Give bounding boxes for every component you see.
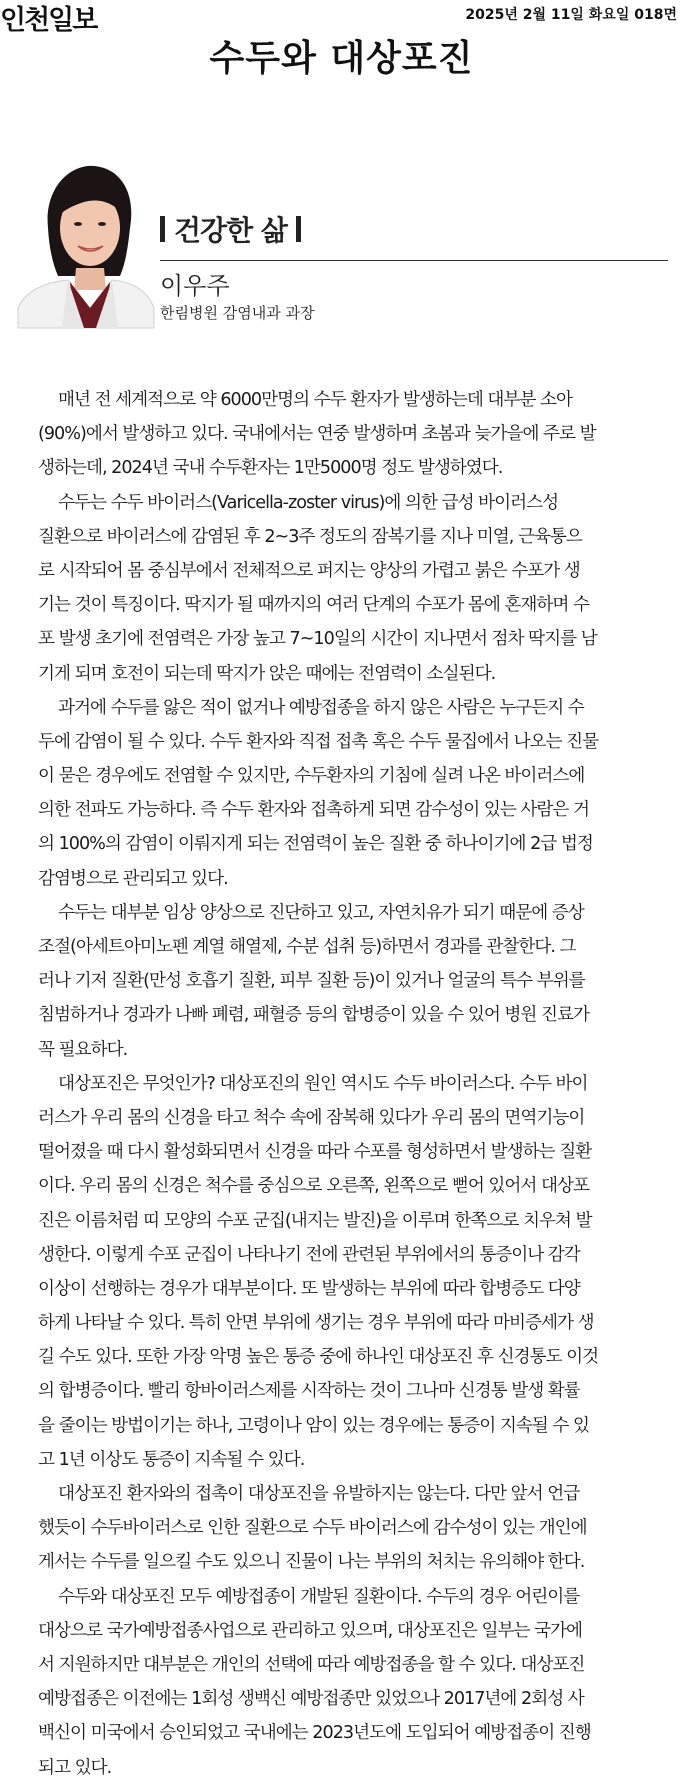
article-line: 기는 것이 특징이다. 딱지가 될 때까지의 여러 단계의 수포가 몸에 혼재하며 수 [38, 595, 589, 616]
label-bar-right [296, 216, 301, 242]
article-line: 게서는 수두를 일으킬 수도 있으니 진물이 나는 부위의 처치는 유의해야 한다. [38, 1552, 585, 1573]
article-line: 떨어졌을 때 다시 활성화되면서 신경을 따라 수포를 형성하면서 발생하는 질환 [38, 1142, 592, 1163]
article-body [38, 383, 675, 1785]
article-line: 포 발생 초기에 전염력은 가장 높고 7~10일의 시간이 지나면서 점차 딱지를 남 [38, 629, 597, 650]
article-line: 의한 전파도 가능하다. 즉 수두 환자와 접촉하게 되면 감수성이 있는 사람은 거 [38, 800, 589, 821]
article-line: 과거에 수두를 앓은 적이 없거나 예방접종을 하지 않은 사람은 누구든지 수 [58, 697, 584, 718]
author-name: 이우주 [160, 272, 230, 300]
article-line: 생한다. 이렇게 수포 군집이 나타나기 전에 관련된 부위에서의 통증이나 감각 [38, 1244, 580, 1265]
article-line: 이다. 우리 몸의 신경은 척수를 중심으로 오른쪽, 왼쪽으로 뻗어 있어서 대상포 [38, 1176, 589, 1197]
article-line: 질환으로 바이러스에 감염된 후 2~3주 정도의 잠복기를 지나 미열, 근육통으 [38, 526, 582, 547]
article-line: 매년 전 세계적으로 약 6000만명의 수두 환자가 발생하는데 대부분 소아 [58, 390, 572, 410]
article-line: 진은 이름처럼 띠 모양의 수포 군집(내지는 발진)을 이루며 한쪽으로 치우쳐 발 [38, 1210, 592, 1231]
author-title: 한림병원 감염내과 과장 [160, 304, 315, 322]
article-line: 대상포진은 무엇인가? 대상포진의 원인 역시도 수두 바이러스다. 수두 바이 [58, 1073, 588, 1094]
label-bar-left [160, 216, 165, 242]
article-line: 두에 감염이 될 수 있다. 수두 환자와 직접 접촉 혹은 수두 물집에서 나오는 진물 [38, 731, 599, 752]
article-headline: 수두와 대상포진 [209, 37, 474, 79]
article-line: 길 수도 있다. 또한 가장 악명 높은 통증 중에 하나인 대상포진 후 신경통도 이것 [38, 1347, 599, 1368]
article-line: 대상포진 환자와의 접촉이 대상포진을 유발하지는 않는다. 다만 앞서 언급 [58, 1484, 580, 1504]
article-line: 러나 기저 질환(만성 호흡기 질환, 피부 질환 등)이 있거나 얼굴의 특수 부위를 [38, 971, 585, 992]
article-line: 수두는 수두 바이러스(Varicella-zoster virus)에 의한 급성 바이러스성 [58, 492, 559, 513]
article-line: 이상이 선행하는 경우가 대부분이다. 또 발생하는 부위에 따라 합병증도 다양 [38, 1278, 580, 1299]
column-label [160, 207, 301, 251]
article-line: 되고 있다. [38, 1757, 112, 1778]
article-line: 감염병으로 관리되고 있다. [38, 868, 228, 889]
author-photo [18, 158, 154, 328]
article-line: 침범하거나 경과가 나빠 폐렴, 패혈증 등의 합병증이 있을 수 있어 병원 진료가 [38, 1005, 589, 1026]
article-line: 예방접종은 이전에는 1회성 생백신 예방접종만 있었으나 2017년에 2회성 사 [38, 1689, 584, 1710]
article-line: (90%)에서 발생하고 있다. 국내에서는 연중 발생하며 초봄과 늦가을에 주로 발 [38, 424, 596, 445]
article-line: 꼭 필요하다. [38, 1039, 128, 1060]
masthead [0, 0, 683, 36]
article-line: 조절(아세트아미노펜 계열 해열제, 수분 섭취 등)하면서 경과를 관찰한다. 그 [38, 937, 576, 957]
article-line: 수두는 대부분 임상 양상으로 진단하고 있고, 자연치유가 되기 때문에 증상 [58, 902, 584, 923]
article-line: 의 100%의 감염이 이뤄지게 되는 전염력이 높은 질환 중 하나이기에 2급 법정 [38, 834, 593, 855]
article-line: 러스가 우리 몸의 신경을 타고 척수 속에 잠복해 있다가 우리 몸의 면역기능이 [38, 1107, 585, 1128]
issue-dateline: 2025년 2월 11일 화요일 018면 [465, 7, 677, 23]
article-line: 했듯이 수두바이러스로 인한 질환으로 수두 바이러스에 감수성이 있는 개인에 [38, 1518, 587, 1539]
column-label-text: 건강한 삶 [174, 214, 287, 247]
article-line: 서 지원하지만 대부분은 개인의 선택에 따라 예방접종을 할 수 있다. 대상포진 [38, 1654, 585, 1675]
article-line: 의 합병증이다. 빨리 항바이러스제를 시작하는 것이 그나마 신경통 발생 확률 [38, 1381, 580, 1402]
article-line: 하게 나타날 수 있다. 특히 안면 부위에 생기는 경우 부위에 따라 마비증세가 생 [38, 1313, 594, 1334]
article-line: 수두와 대상포진 모두 예방접종이 개발된 질환이다. 수두의 경우 어린이를 [58, 1586, 580, 1607]
author-divider [160, 260, 668, 261]
article-line: 이 묻은 경우에도 전염할 수 있지만, 수두환자의 기침에 실려 나온 바이러스에 [38, 766, 585, 787]
article-line: 을 줄이는 방법이기는 하나, 고령이나 암이 있는 경우에는 통증이 지속될 수 있 [38, 1415, 589, 1436]
article-line: 대상으로 국가예방접종사업으로 관리하고 있으며, 대상포진은 일부는 국가에 [38, 1620, 583, 1641]
article-line: 로 시작되어 몸 중심부에서 전체적으로 퍼지는 양상의 가렵고 붉은 수포가 생 [38, 560, 580, 581]
article-line: 고 1년 이상도 통증이 지속될 수 있다. [38, 1449, 305, 1470]
article-line: 기게 되며 호전이 되는데 딱지가 앉은 때에는 전염력이 소실된다. [38, 663, 496, 684]
newspaper-logo: 인천일보 [0, 5, 97, 36]
article-line: 생하는데, 2024년 국내 수두환자는 1만5000명 정도 발생하였다. [38, 458, 503, 479]
article-line: 백신이 미국에서 승인되었고 국내에는 2023년도에 도입되어 예방접종이 진행 [38, 1723, 591, 1744]
